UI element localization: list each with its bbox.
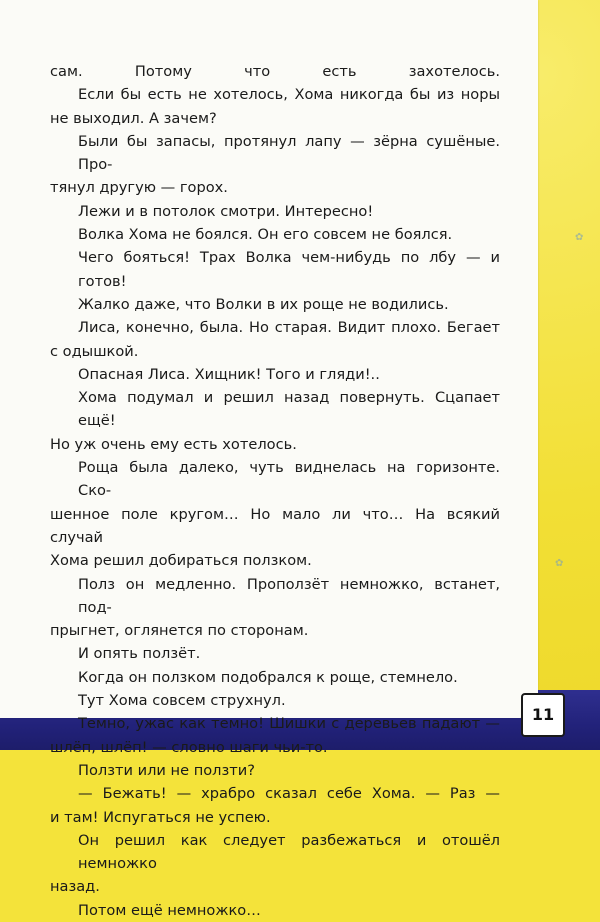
text-line: — Бежать! — храбро сказал себе Хома. — Раз — [78, 785, 500, 803]
text-line: Он решил как следует разбежаться и отошёл немножко [78, 831, 500, 873]
text-line: Чего бояться! Трах Волка чем-нибудь по лбу — и готов! [78, 249, 500, 290]
text-line: Но уж очень ему есть хотелось. [50, 435, 297, 453]
text-line: Потом ещё немножко… [78, 901, 261, 919]
text-line: Тут Хома совсем струхнул. [78, 692, 286, 710]
text-line: И опять ползёт. [78, 645, 201, 663]
text-line: Роща была далеко, чуть виднелась на горизонте. Ско- [78, 459, 500, 500]
text-line: Ползти или не ползти? [78, 761, 255, 779]
text-line: назад. [50, 878, 100, 896]
text-line: с одышкой. [50, 342, 139, 360]
decorative-speck: ✿ [575, 232, 584, 243]
text-line: Опасная Лиса. Хищник! Того и гляди!.. [78, 365, 380, 383]
text-line: Хома решил добираться ползком. [50, 552, 312, 570]
text-line: Темно, ужас как темно! Шишки с деревьев падают — [78, 715, 500, 733]
text-line: Если бы есть не хотелось, Хома никогда бы из норы [78, 86, 500, 104]
story-text [50, 60, 500, 922]
text-line: Лиса, конечно, была. Но старая. Видит плохо. Бегает [78, 319, 500, 337]
text-line: Волка Хома не боялся. Он его совсем не боялся. [78, 226, 453, 244]
text-line: Были бы запасы, протянул лапу — зёрна сушёные. Про- [78, 132, 500, 174]
decorative-speck: ✿ [555, 558, 564, 569]
text-line: не выходил. А зачем? [50, 109, 217, 127]
text-line: Полз он медленно. Проползёт немножко, встанет, под- [78, 575, 500, 616]
text-line: прыгнет, оглянется по сторонам. [50, 622, 309, 640]
text-line: сам. Потому что есть захотелось. [50, 63, 500, 80]
page-number: 11 [521, 693, 565, 737]
text-line: тянул другую — горох. [50, 179, 228, 197]
text-line: Хома подумал и решил назад повернуть. Сцапает ещё! [78, 389, 500, 430]
text-line: Жалко даже, что Волки в их роще не водились. [78, 295, 449, 313]
text-line: Когда он ползком подобрался к роще, стемнело. [78, 668, 458, 686]
text-line: и там! Испугаться не успею. [50, 808, 271, 826]
text-line: шлёп, шлёп! — словно шаги чьи-то. [50, 738, 328, 756]
text-line: Лежи и в потолок смотри. Интересно! [78, 202, 374, 220]
text-line: шенное поле кругом… Но мало ли что… На всякий случай [50, 505, 500, 546]
